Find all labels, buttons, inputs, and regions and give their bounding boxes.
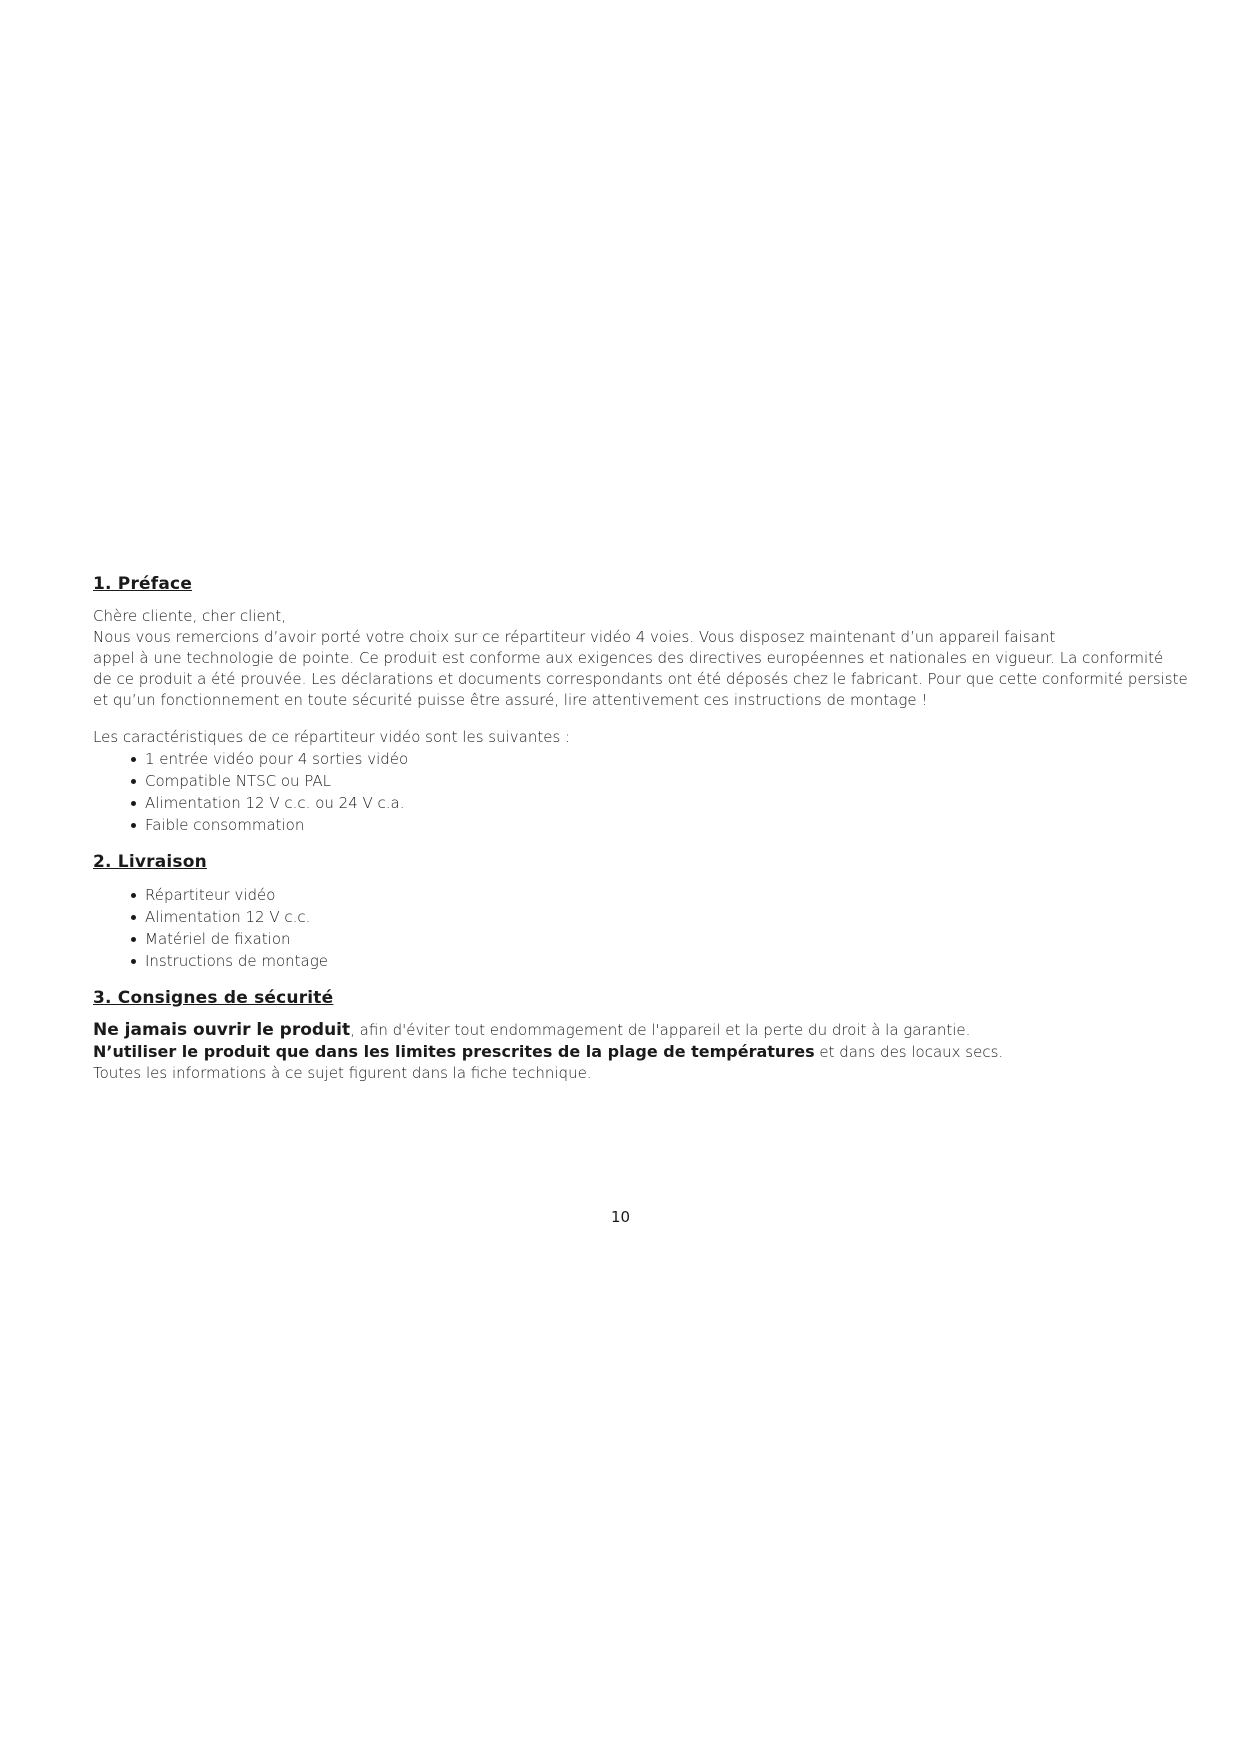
safety-warning-temperature: N’utiliser le produit que dans les limites prescrites de la plage de températures [93, 1042, 815, 1061]
features-block [93, 727, 1163, 748]
section-preface [93, 572, 1188, 836]
preface-line-3: de ce produit a été prouvée. Les déclarations et documents correspondants ont été déposés chez le fabricant. Pour que cette conformité persiste [93, 670, 1188, 688]
list-item: Compatible NTSC ou PAL [93, 770, 1163, 792]
safety-line-1-rest: , afin d'éviter tout endommagement de l'appareil et la perte du droit à la garantie. [350, 1021, 971, 1039]
preface-line-1: Nous vous remercions d’avoir porté votre choix sur ce répartiteur vidéo 4 voies. Vous disposez maintenant d’un appareil faisant [93, 628, 1056, 646]
list-item: Faible consommation [93, 814, 1163, 836]
preface-paragraph [93, 606, 1188, 711]
section-heading-safety: 3. Consignes de sécurité [93, 988, 334, 1008]
preface-line-4: et qu’un fonctionnement en toute sécurité puisse être assuré, lire attentivement ces instructions de montage ! [93, 691, 928, 709]
preface-line-2: appel à une technologie de pointe. Ce produit est conforme aux exigences des directives européennes et nationales en vigueur. La conformité [93, 649, 1164, 667]
list-item: 1 entrée vidéo pour 4 sorties vidéo [93, 748, 1163, 770]
list-item: Répartiteur vidéo [93, 884, 1163, 906]
list-item: Instructions de montage [93, 950, 1163, 972]
section-delivery [93, 850, 1163, 972]
safety-line-2 [93, 1041, 1163, 1063]
safety-line-1 [93, 1020, 1163, 1041]
safety-line-3: Toutes les informations à ce sujet figurent dans la fiche technique. [93, 1064, 592, 1082]
delivery-list [93, 884, 1163, 972]
features-intro: Les caractéristiques de ce répartiteur vidéo sont les suivantes : [93, 728, 571, 746]
list-item: Alimentation 12 V c.c. ou 24 V c.a. [93, 792, 1163, 814]
safety-warning-open: Ne jamais ouvrir le produit [93, 1020, 351, 1040]
page-number: 10 [610, 1208, 631, 1226]
safety-line-2-rest: et dans des locaux secs. [814, 1043, 1004, 1061]
features-list [93, 748, 1163, 836]
greeting-line: Chère cliente, cher client, [93, 607, 286, 625]
list-item: Matériel de fixation [93, 928, 1163, 950]
document-body [93, 572, 1188, 1084]
section-heading-preface: 1. Préface [93, 574, 193, 594]
section-heading-delivery: 2. Livraison [93, 852, 207, 872]
list-item: Alimentation 12 V c.c. [93, 906, 1163, 928]
section-safety [93, 986, 1163, 1084]
